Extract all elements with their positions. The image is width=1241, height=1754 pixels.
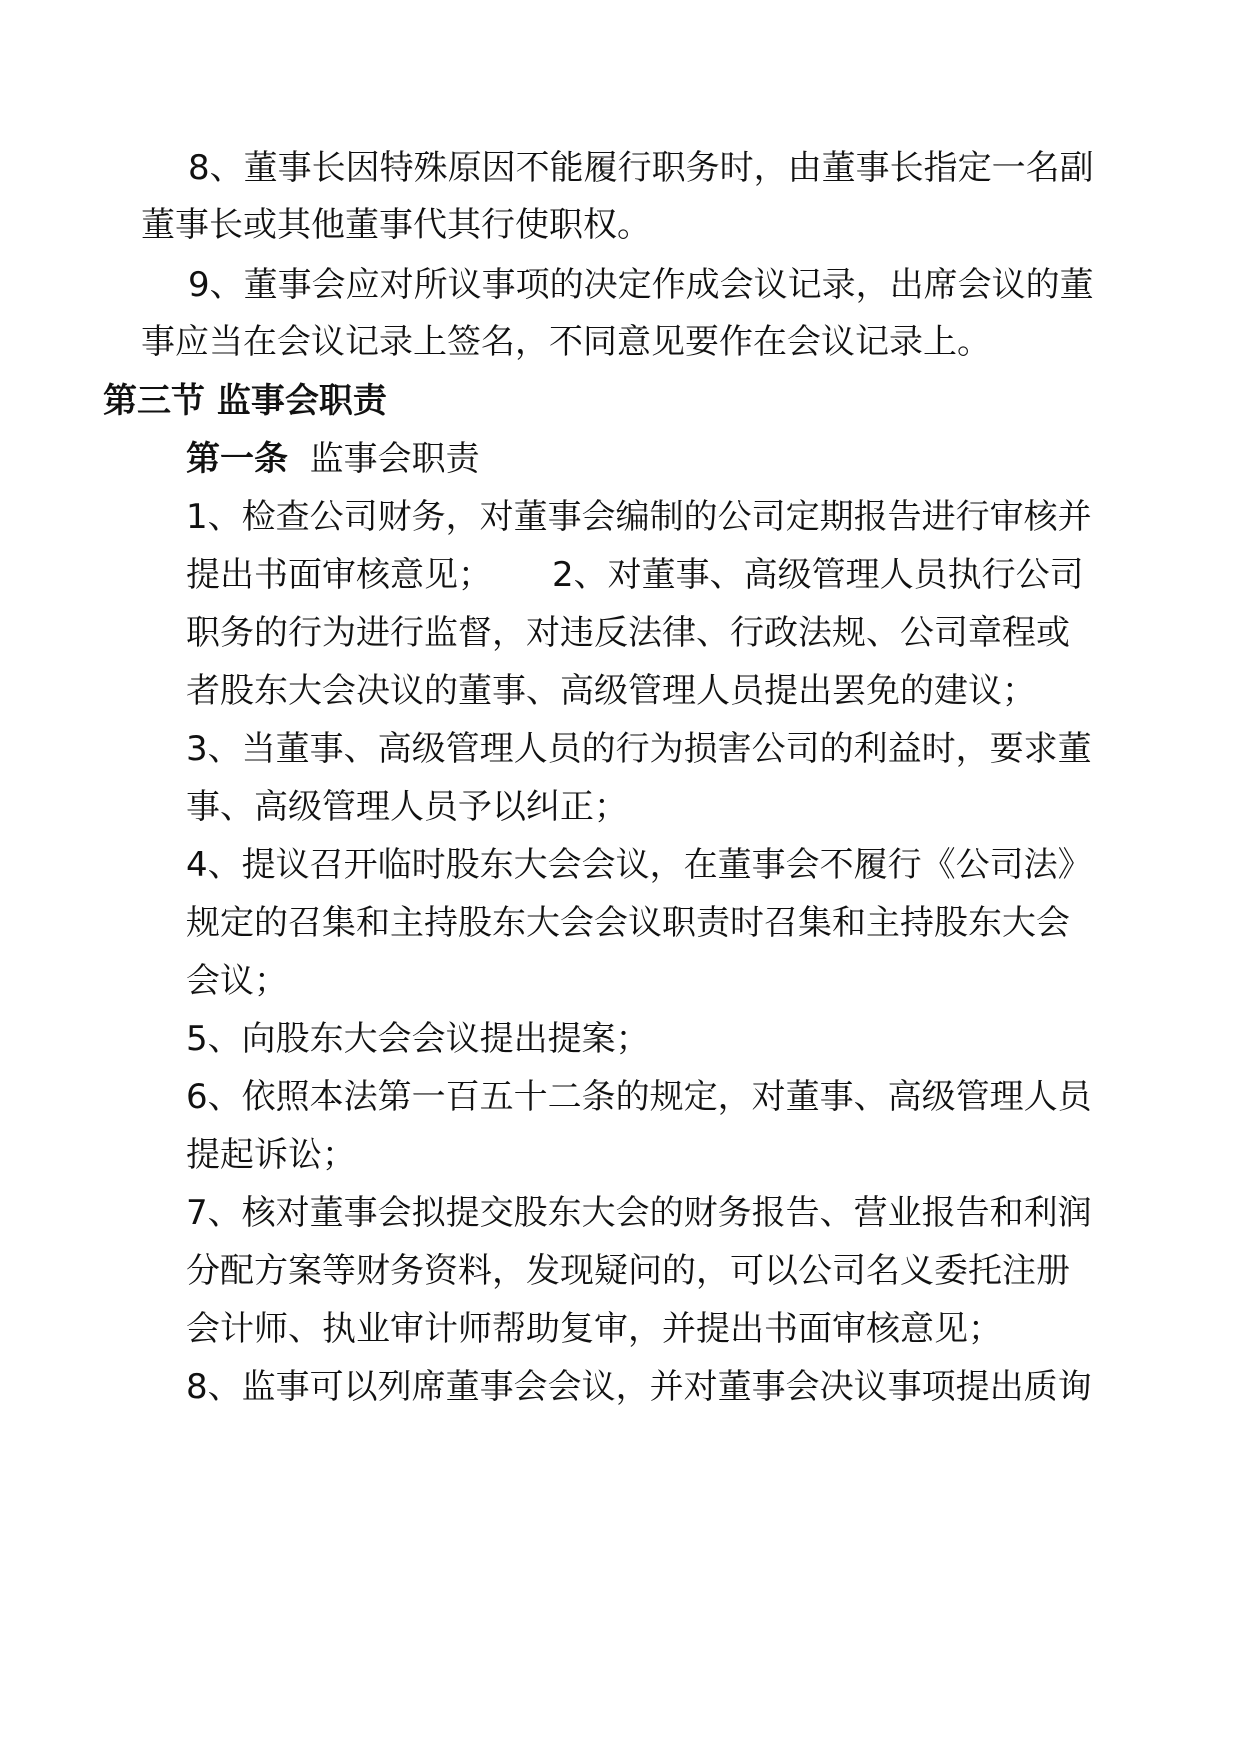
duty2-line3: 者股东大会决议的董事、高级管理人员提出罢免的建议； (186, 671, 1036, 711)
duty1-line1: 1、检查公司财务，对董事会编制的公司定期报告进行审核并 (186, 497, 1092, 537)
duty6-line2: 提起诉讼； (186, 1135, 356, 1175)
duty1-line2: 提出书面审核意见； (186, 555, 492, 595)
duty7-line1: 7、核对董事会拟提交股东大会的财务报告、营业报告和利润 (186, 1193, 1092, 1233)
duty7-line2: 分配方案等财务资料，发现疑问的，可以公司名义委托注册 (186, 1251, 1070, 1291)
duty4-line2: 规定的召集和主持股东大会会议职责时召集和主持股东大会 (186, 903, 1070, 943)
item9-line2: 事应当在会议记录上签名，不同意见要作在会议记录上。 (141, 322, 991, 362)
duty8-line1: 8、监事可以列席董事会会议，并对董事会决议事项提出质询 (186, 1367, 1092, 1407)
duty6-line1: 6、依照本法第一百五十二条的规定，对董事、高级管理人员 (186, 1077, 1092, 1117)
duty3-line1: 3、当董事、高级管理人员的行为损害公司的利益时，要求董 (186, 729, 1092, 769)
duty5-line1: 5、向股东大会会议提出提案； (186, 1019, 650, 1059)
duty2-line1: 2、对董事、高级管理人员执行公司 (552, 555, 1084, 595)
item8-line1: 8、董事长因特殊原因不能履行职务时，由董事长指定一名副 (188, 148, 1094, 188)
article-title: 监事会职责 (309, 439, 480, 479)
duty2-line2: 职务的行为进行监督，对违反法律、行政法规、公司章程或 (186, 613, 1070, 653)
section-heading: 第三节 监事会职责 (103, 381, 387, 421)
duty3-line2: 事、高级管理人员予以纠正； (186, 787, 628, 827)
duty1-duty2-line (186, 555, 1084, 595)
item8-line2: 董事长或其他董事代其行使职权。 (141, 205, 651, 245)
duty4-line1: 4、提议召开临时股东大会会议，在董事会不履行《公司法》 (186, 845, 1092, 885)
item9-line1: 9、董事会应对所议事项的决定作成会议记录，出席会议的董 (188, 265, 1094, 305)
article-heading (186, 439, 480, 479)
article-label: 第一条 (186, 439, 288, 479)
duty7-line3: 会计师、执业审计师帮助复审，并提出书面审核意见； (186, 1309, 1002, 1349)
duty4-line3: 会议； (186, 961, 288, 1001)
